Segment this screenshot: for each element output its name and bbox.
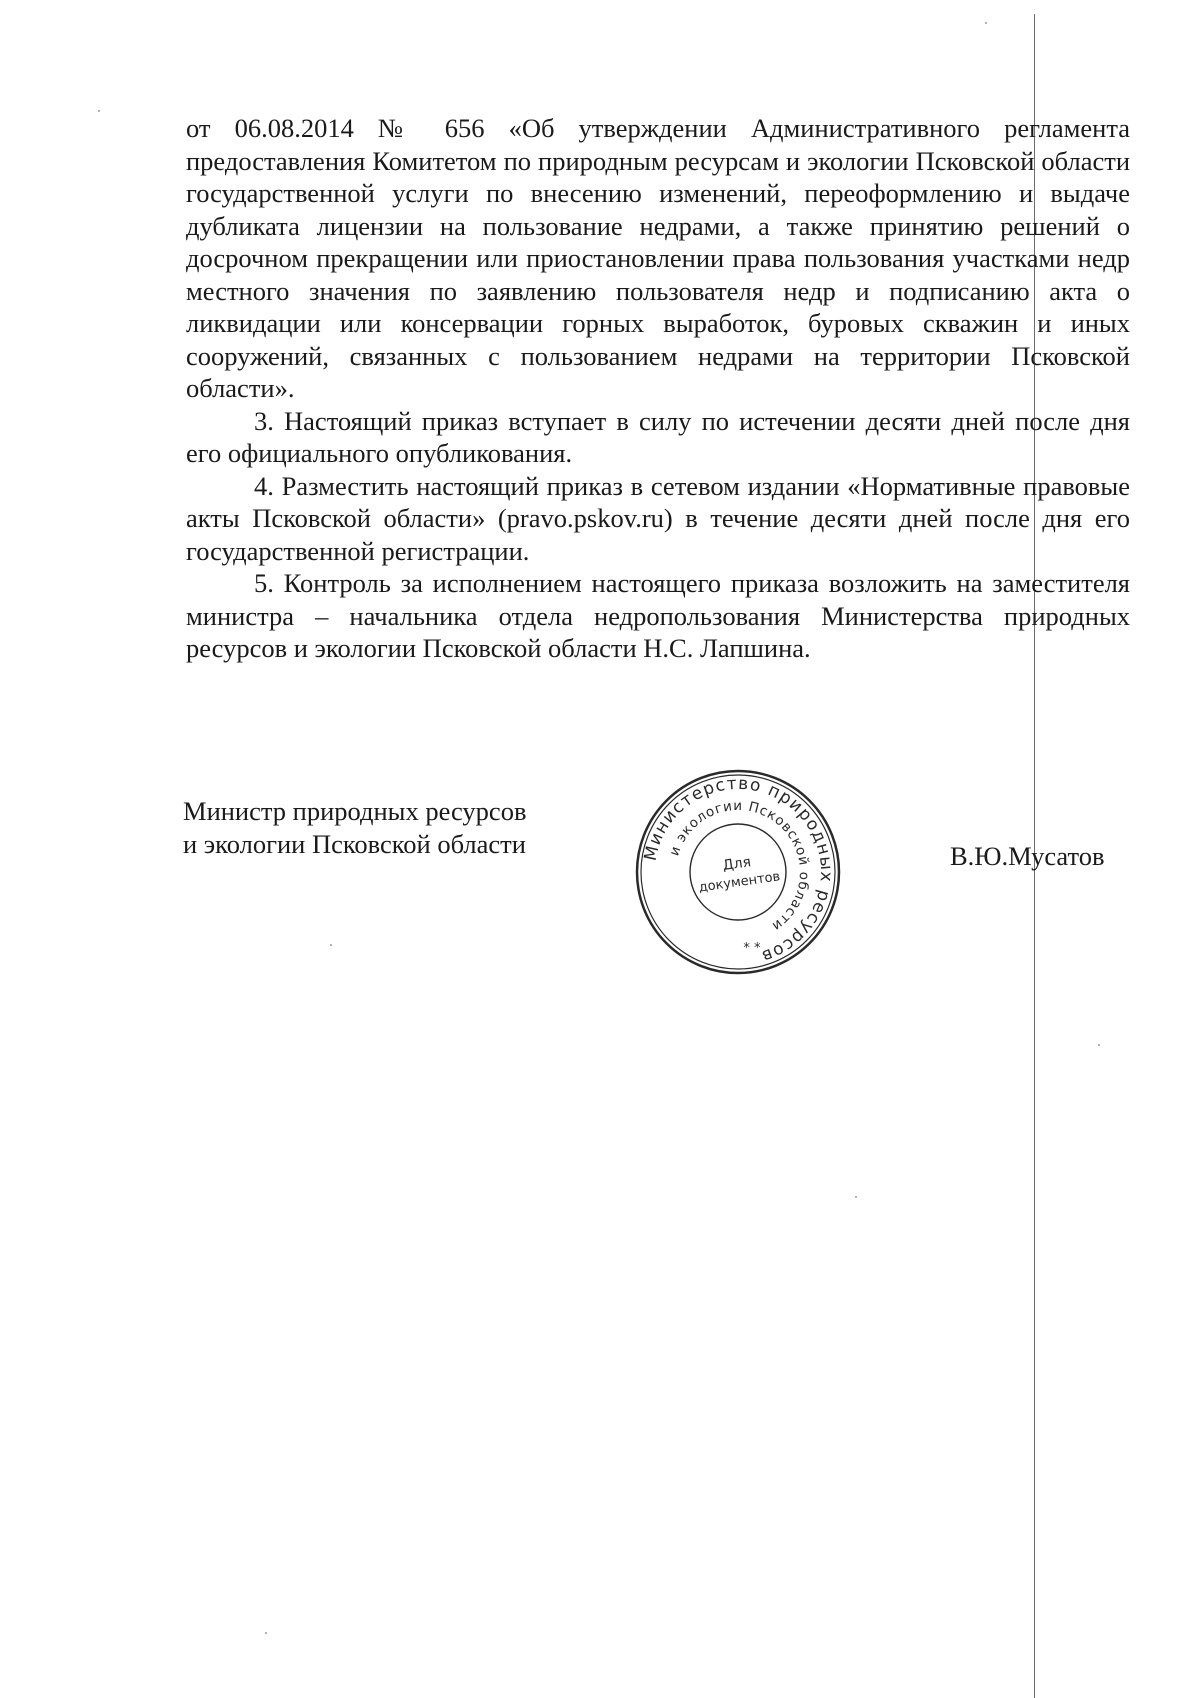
scan-speck — [265, 1632, 267, 1634]
stamp-center-line-1: Для — [721, 854, 753, 874]
scan-speck — [985, 22, 987, 24]
scan-speck — [98, 110, 100, 112]
signatory-name: В.Ю.Мусатов — [950, 841, 1105, 871]
signatory-position — [183, 795, 526, 860]
scan-speck — [330, 944, 332, 946]
paragraph-5: 5. Контроль за исполнением настоящего приказа возложить на заместителя министра – начальника отдела недропользования Министерства природных ресурсов и экологии Псковской области Н.С. Лапшина. — [186, 568, 1130, 663]
stamp-center-line-2: документов — [697, 869, 782, 896]
signatory-position-line-1: Министр природных ресурсов — [183, 796, 527, 826]
stamp-stars: * * — [743, 941, 761, 956]
paragraph-continuation: от 06.08.2014 № 656 «Об утверждении Административного регламента предоставления Комитетом по природным ресурсам и экологии Псковской области государственной услуги по внесению изменений, переоформлению и выдаче дубликата лицензии на пользование недрами, а также принятию решений о досрочном прекращении или приостановлении права пользования участками недр местного значения по заявлению пользователя недр и подписанию акта о ликвидации или консервации горных выработок, буровых скважин и иных сооружений, связанных с пользованием недрами на территории Псковской области». — [186, 113, 1130, 403]
scan-speck — [855, 1196, 857, 1198]
stamp-outer-text: Министерство природных ресурсов — [640, 773, 837, 967]
paragraph-3: 3. Настоящий приказ вступает в силу по истечении десяти дней после дня его официального опубликования. — [186, 405, 1130, 468]
paragraph-4: 4. Разместить настоящий приказ в сетевом издании «Нормативные правовые акты Псковской области» (pravo.pskov.ru) в течение десяти дней после дня его государственной регистрации. — [186, 470, 1130, 566]
stamp-inner-text: и экологии Псковской области — [666, 797, 813, 935]
official-stamp — [628, 762, 848, 982]
document-body — [186, 112, 1130, 665]
scan-speck — [1098, 1044, 1100, 1046]
signatory-position-line-2: и экологии Псковской области — [183, 828, 526, 859]
stamp-graphic — [628, 762, 848, 982]
